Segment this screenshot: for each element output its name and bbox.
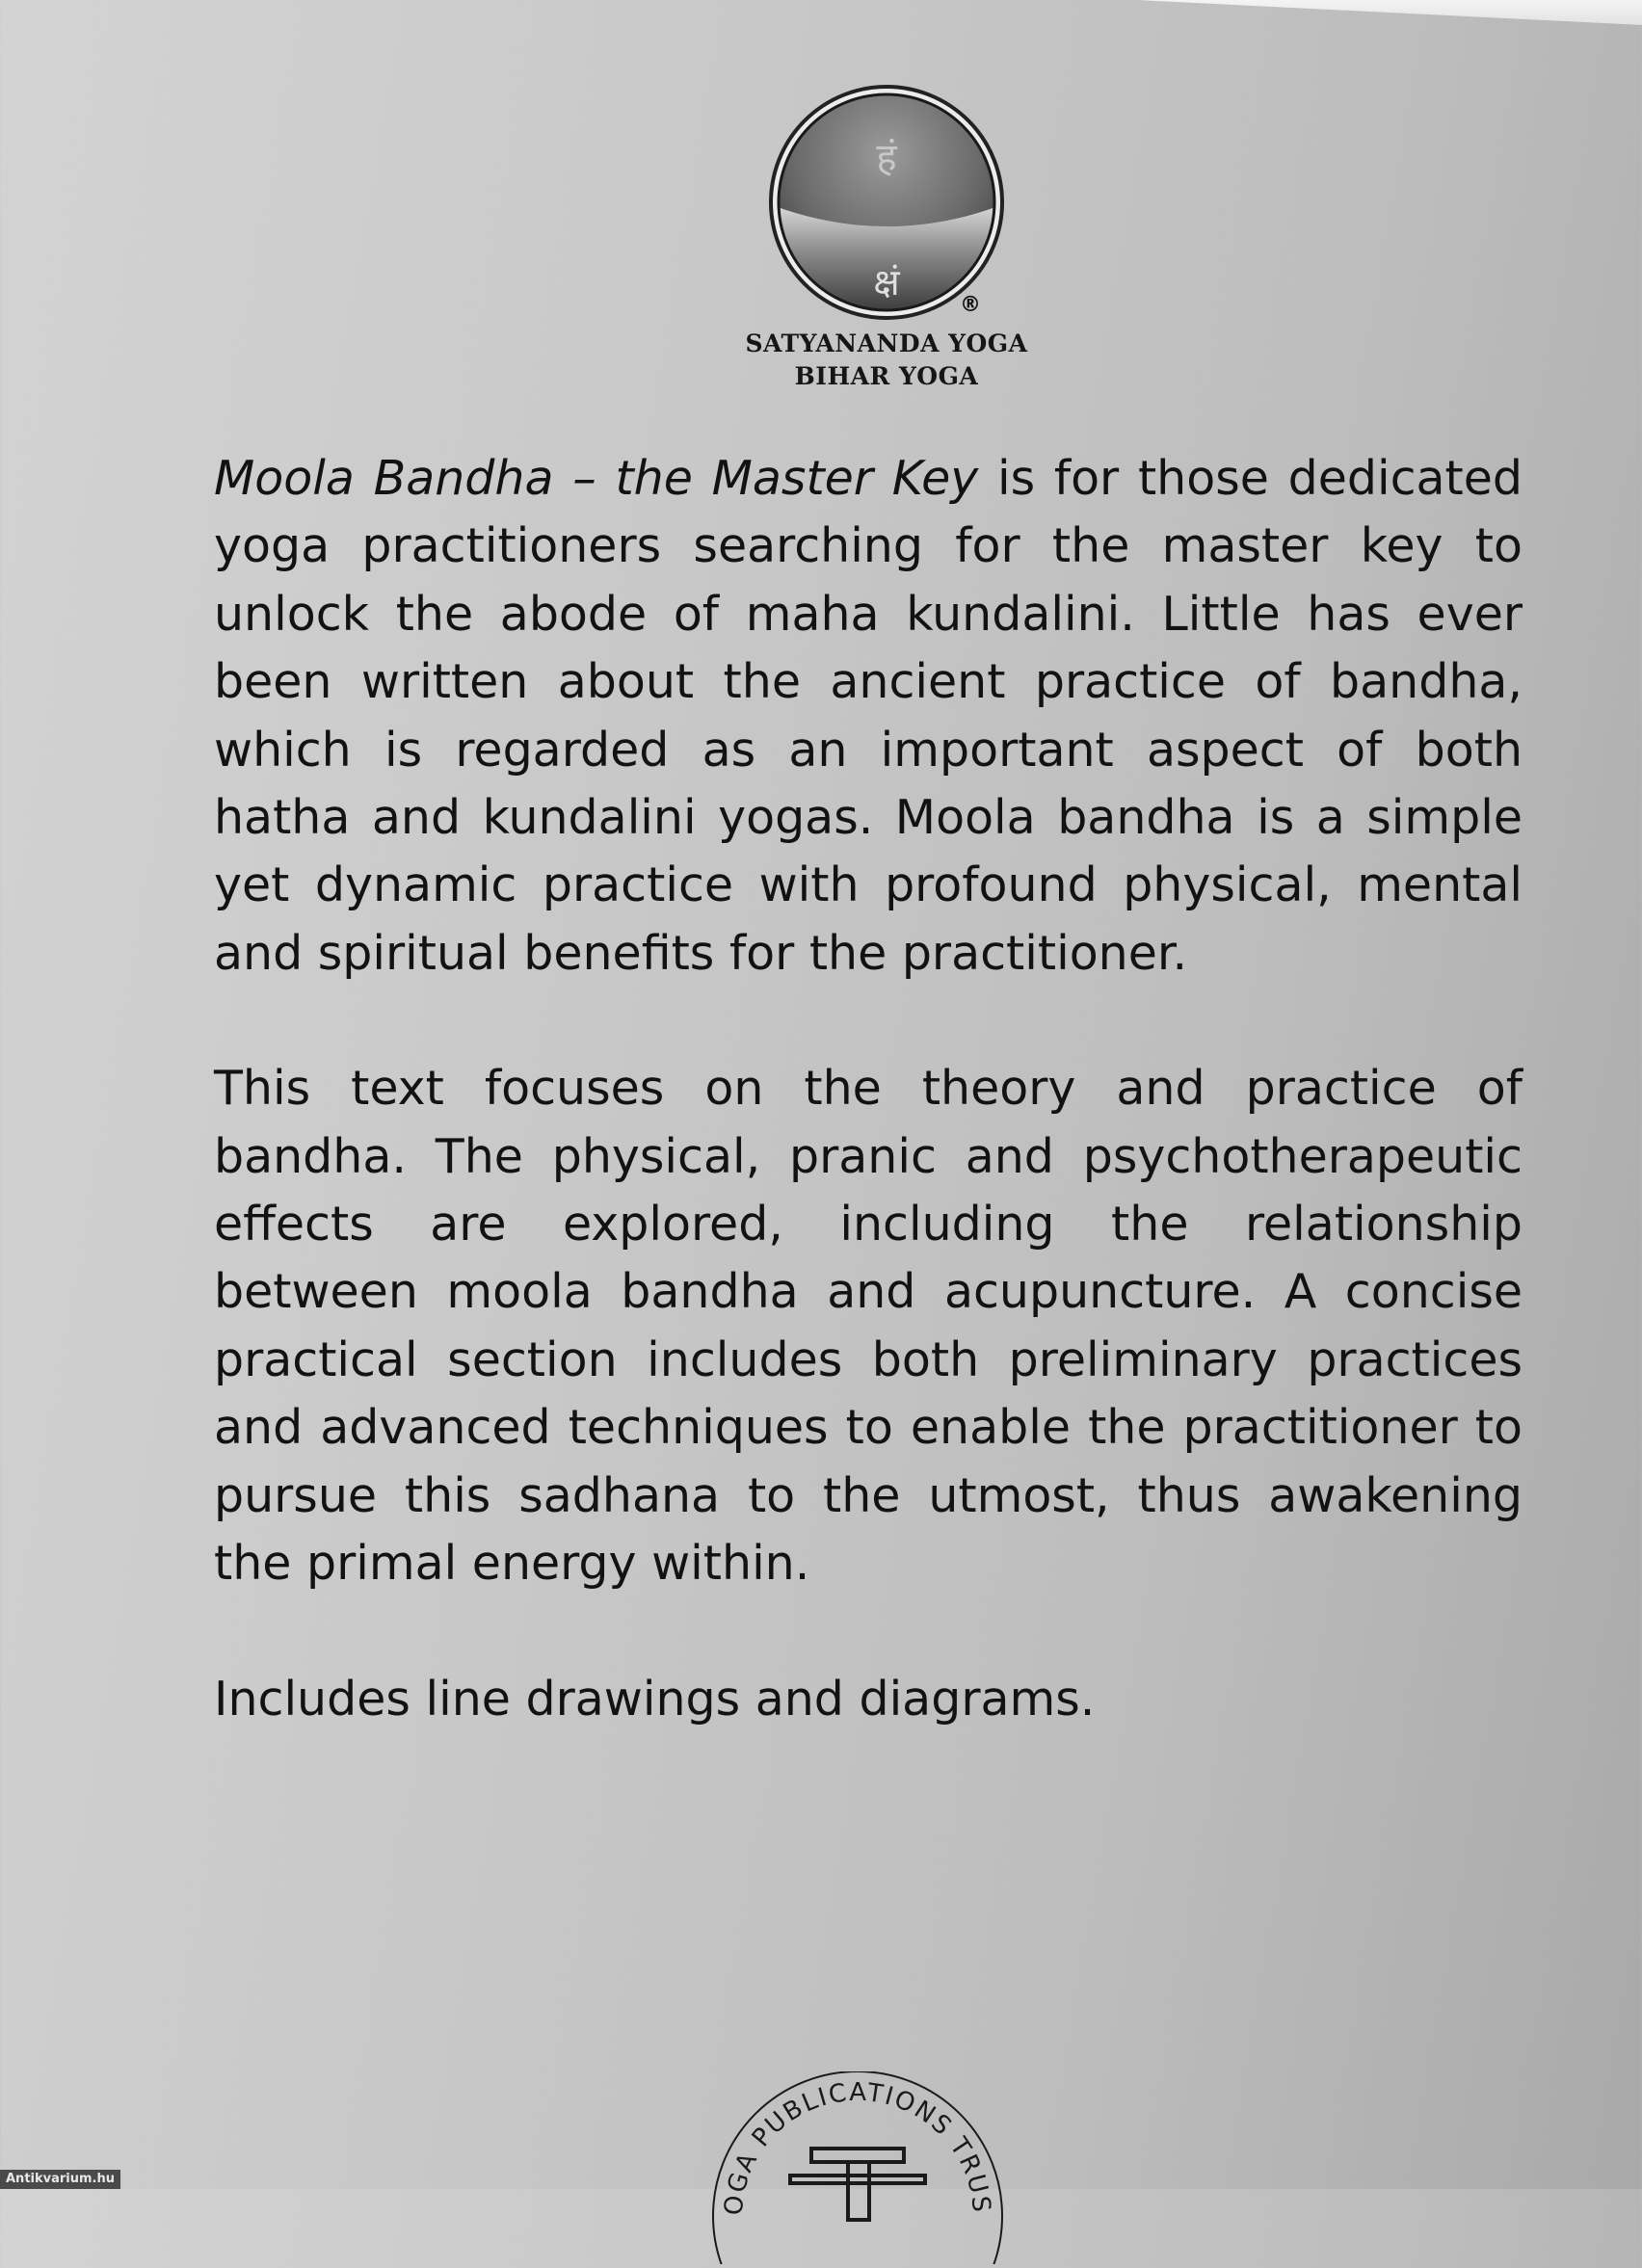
book-title-italic: Moola Bandha – the Master Key — [214, 451, 979, 506]
svg-text:YOGA PUBLICATIONS TRUST — [694, 2071, 995, 2216]
page-top-edge — [1137, 0, 1642, 25]
description-paragraph-1-text: is for those dedicated yoga practitioners searching for the master key to unlock the abode of maha kundalini. Little has ever been written about the ancient practice of bandha, which is regarded as an important aspect of both hatha and kundalini yogas. Moola bandha is a simple yet dynamic practice with profound physical, mental and spiritual benefits for the practitioner. — [214, 451, 1523, 981]
registered-mark-icon: ® — [960, 293, 981, 317]
antikvarium-watermark: Antikvarium.hu — [0, 2170, 120, 2189]
seal-arc-text: OGA PUBLICATIONS TRUS — [719, 2077, 996, 2217]
description-paragraph-2: This text focuses on the theory and practice of bandha. The physical, pranic and psychotherapeutic effects are explored, including the relationship between moola bandha and acupuncture. A concise practical section includes both preliminary practices and advanced techniques to enable the practitioner to pursue this sadhana to the utmost, thus awakening the primal energy within. — [214, 1061, 1523, 1592]
logo-glyph-bottom: क्षं — [873, 261, 900, 303]
satyananda-yoga-logo — [767, 83, 1006, 322]
back-cover-description — [214, 445, 1523, 1733]
description-paragraph-3: Includes line drawings and diagrams. — [214, 1671, 1096, 1727]
logo-glyph-top: हं — [876, 136, 897, 180]
seal-emblem-icon — [790, 2149, 925, 2220]
description-paragraph-1 — [214, 445, 1523, 988]
logo-caption-line-2: BIHAR YOGA — [794, 362, 979, 390]
logo-caption-line-1: SATYANANDA YOGA — [745, 330, 1028, 357]
yoga-publications-trust-seal — [694, 2071, 1021, 2217]
logo-caption — [675, 328, 1099, 393]
